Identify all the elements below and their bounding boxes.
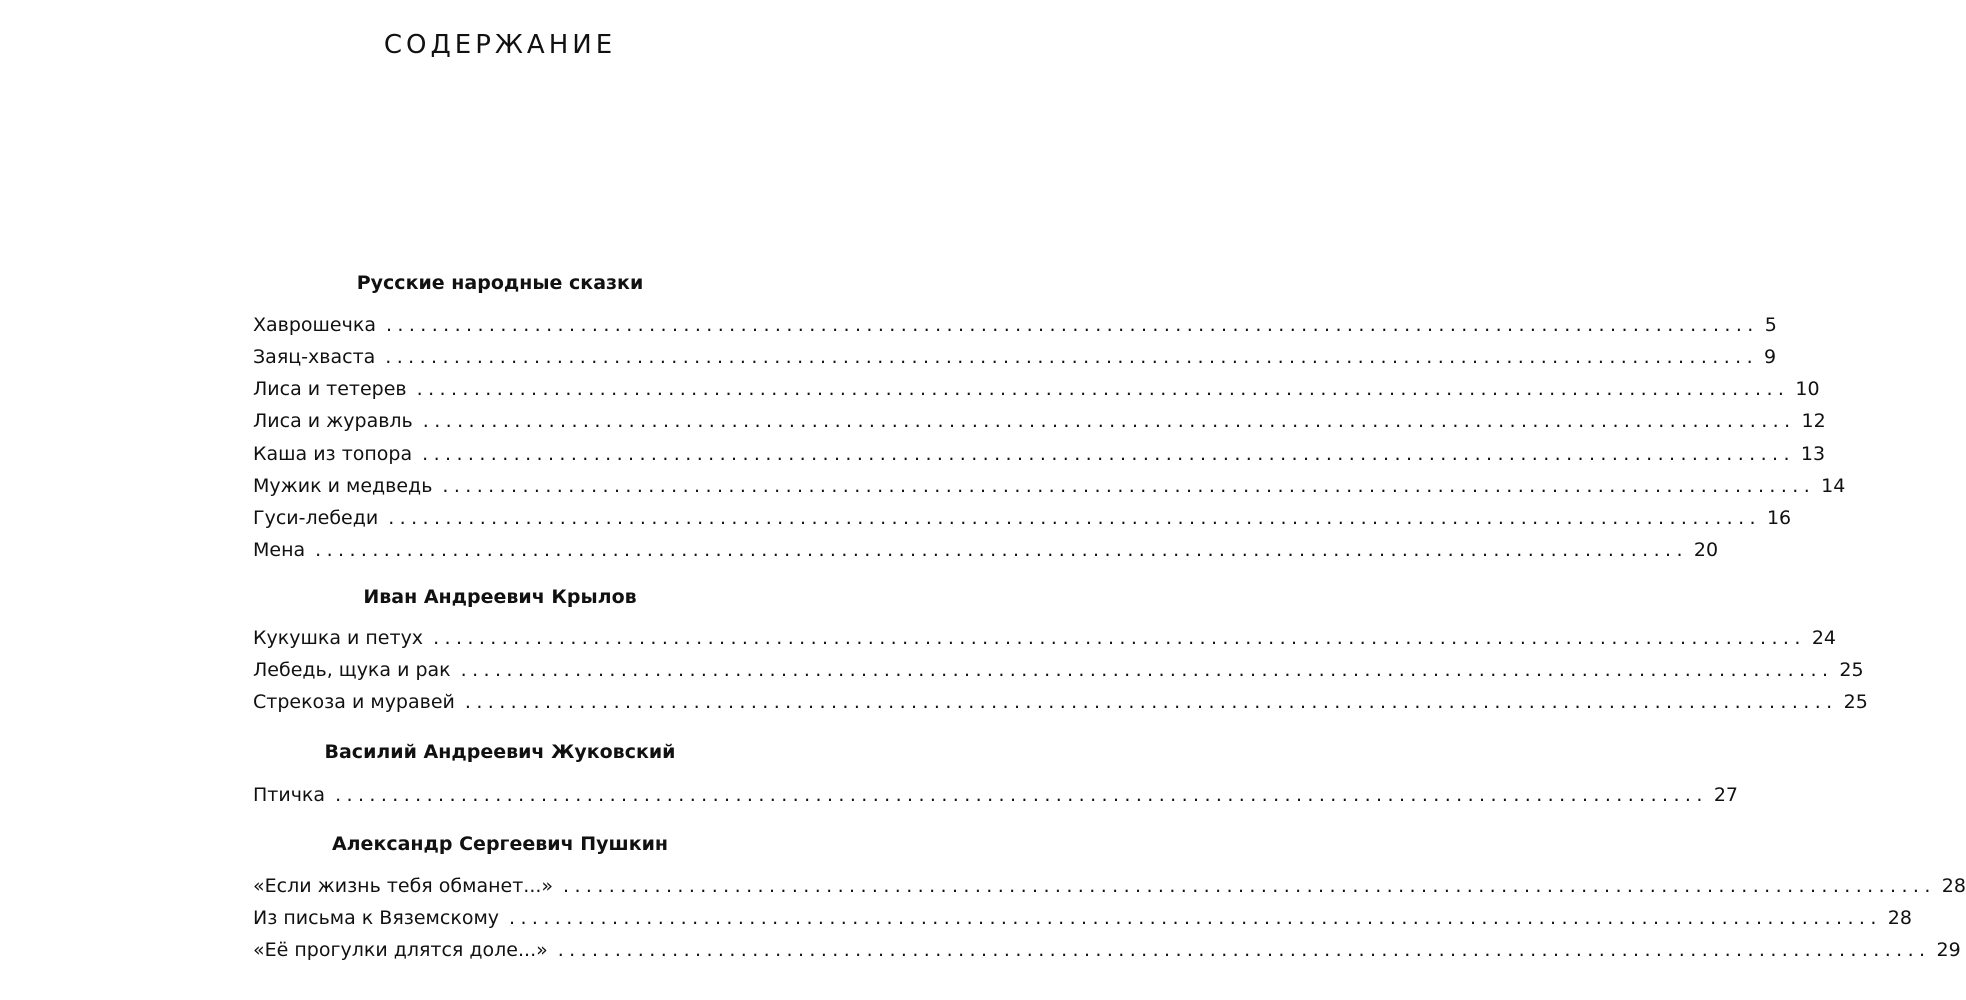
toc-entry xyxy=(253,346,1777,376)
toc-entry xyxy=(253,907,1912,937)
toc-entry-title: Хаврошечка xyxy=(253,314,376,336)
toc-entry-title: Птичка xyxy=(253,784,326,806)
toc-entry-page: 20 xyxy=(1693,539,1719,561)
dot-leader: ........................................................................................................................ xyxy=(416,378,1790,400)
toc-entry-title: «Если жизнь тебя обманет...» xyxy=(253,875,554,897)
toc-entry-page: 28 xyxy=(1887,907,1912,929)
toc-entry-page: 5 xyxy=(1764,314,1777,336)
dot-leader: ........................................................................................................................ xyxy=(563,875,1936,897)
dot-leader: ........................................................................................................................ xyxy=(388,507,1761,529)
toc-entry-title: Лиса и журавль xyxy=(253,410,413,432)
toc-entry xyxy=(253,378,1820,408)
toc-entry-page: 16 xyxy=(1766,507,1792,529)
dot-leader: ........................................................................................................................ xyxy=(385,346,1759,368)
toc-entry-title: Лиса и тетерев xyxy=(253,378,407,400)
toc-entry xyxy=(253,314,1777,344)
toc-entry-page: 12 xyxy=(1801,410,1826,432)
toc-entry xyxy=(253,627,1836,657)
toc-entry-title: Из письма к Вяземскому xyxy=(253,907,500,929)
section-heading-zhukovsky: Василий Андреевич Жуковский xyxy=(324,741,676,763)
toc-entry-title: Каша из топора xyxy=(253,443,413,465)
toc-entry-title: Гуси-лебеди xyxy=(253,507,379,529)
section-heading-pushkin: Александр Сергеевич Пушкин xyxy=(331,833,669,855)
toc-entry-title: Кукушка и петух xyxy=(253,627,424,649)
toc-entry-page: 25 xyxy=(1839,659,1864,681)
dot-leader: ........................................................................................................................ xyxy=(557,939,1931,961)
toc-entry xyxy=(253,875,1966,905)
toc-entry-page: 13 xyxy=(1800,443,1826,465)
toc-entry-title: Заяц-хваста xyxy=(253,346,376,368)
dot-leader: ........................................................................................................................ xyxy=(315,539,1688,561)
toc-entry-title: Стрекоза и муравей xyxy=(253,691,455,713)
toc-entry xyxy=(253,659,1864,689)
toc-entry xyxy=(253,410,1826,440)
toc-entry xyxy=(253,939,1961,969)
toc-entry xyxy=(253,507,1792,537)
dot-leader: ........................................................................................................................ xyxy=(422,410,1796,432)
dot-leader: ........................................................................................................................ xyxy=(433,627,1806,649)
toc-entry xyxy=(253,691,1868,721)
toc-entry-page: 25 xyxy=(1843,691,1868,713)
toc-entry-page: 29 xyxy=(1936,939,1961,961)
page-title: СОДЕРЖАНИЕ xyxy=(383,30,617,60)
toc-entry-page: 10 xyxy=(1795,378,1820,400)
dot-leader: ........................................................................................................................ xyxy=(442,475,1816,497)
section-heading-folk-tales: Русские народные сказки xyxy=(356,272,644,294)
toc-entry-title: Лебедь, щука и рак xyxy=(253,659,451,681)
section-heading-krylov: Иван Андреевич Крылов xyxy=(363,586,637,608)
dot-leader: ........................................................................................................................ xyxy=(464,691,1838,713)
toc-entry xyxy=(253,539,1719,569)
toc-entry-title: Мена xyxy=(253,539,306,561)
toc-entry-page: 9 xyxy=(1764,346,1777,368)
toc-entry xyxy=(253,784,1738,814)
dot-leader: ........................................................................................................................ xyxy=(335,784,1708,806)
toc-entry-title: «Её прогулки длятся доле...» xyxy=(253,939,548,961)
dot-leader: ........................................................................................................................ xyxy=(509,907,1882,929)
dot-leader: ........................................................................................................................ xyxy=(422,443,1795,465)
toc-entry-title: Мужик и медведь xyxy=(253,475,433,497)
dot-leader: ........................................................................................................................ xyxy=(460,659,1834,681)
toc-entry-page: 27 xyxy=(1713,784,1738,806)
toc-entry-page: 24 xyxy=(1811,627,1836,649)
toc-entry-page: 14 xyxy=(1821,475,1846,497)
toc-entry xyxy=(253,475,1846,505)
toc-entry-page: 28 xyxy=(1941,875,1966,897)
dot-leader: ........................................................................................................................ xyxy=(385,314,1759,336)
toc-entry xyxy=(253,443,1826,473)
